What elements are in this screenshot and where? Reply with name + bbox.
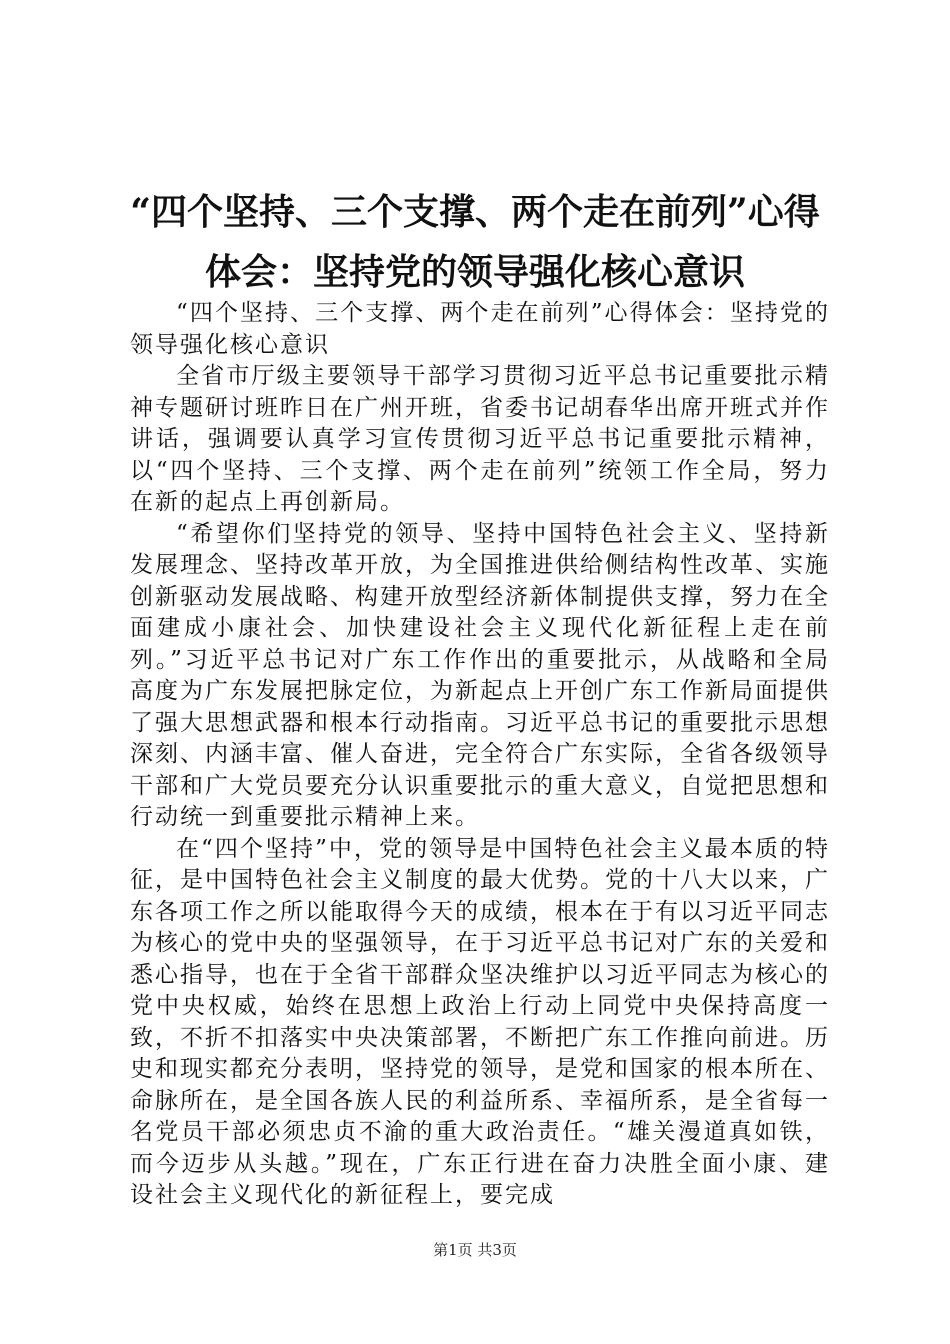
title-line-2: 体会：坚持党的领导强化核心意识 (204, 251, 745, 293)
title-line-1: “四个坚持、三个支撑、两个走在前列”心得 (130, 191, 820, 233)
paragraph-subtitle: “四个坚持、三个支撑、两个走在前列”心得体会：坚持党的领导强化核心意识 (130, 300, 830, 358)
document-body (130, 298, 830, 1212)
page-footer: 第1页 共3页 (433, 1241, 517, 1259)
paragraph-3: 在“四个坚持”中，党的领导是中国特色社会主义最本质的特征，是中国特色社会主义制度的最大优势。党的十八大以来，广东各项工作之所以能取得今天的成绩，根本在于有以习近平同志为核心的党中央的坚强领导，在于习近平总书记对广东的关爱和悉心指导，也在于全省干部群众坚决维护以习近平同志为核心的党中央权威，始终在思想上政治上行动上同党中央保持高度一致，不折不扣落实中央决策部署，不断把广东工作推向前进。历史和现实都充分表明，坚持党的领导，是党和国家的根本所在、命脉所在，是全国各族人民的利益所系、幸福所系，是全省每一名党员干部必须忠贞不渝的重大政治责任。“雄关漫道真如铁，而今迈步从头越。”现在，广东正行进在奋力决胜全面小康、建设社会主义现代化的新征程上，要完成 (130, 835, 830, 1208)
paragraph-2: “希望你们坚持党的领导、坚持中国特色社会主义、坚持新发展理念、坚持改革开放，为全国推进供给侧结构性改革、实施创新驱动发展战略、构建开放型经济新体制提供支撑，努力在全面建成小康社会、加快建设社会主义现代化新征程上走在前列。”习近平总书记对广东工作作出的重要批示，从战略和全局高度为广东发展把脉定位，为新起点上开创广东工作新局面提供了强大思想武器和根本行动指南。习近平总书记的重要批示思想深刻、内涵丰富、催人奋进，完全符合广东实际，全省各级领导干部和广大党员要充分认识重要批示的重大意义，自觉把思想和行动统一到重要批示精神上来。 (130, 520, 830, 830)
paragraph-1: 全省市厅级主要领导干部学习贯彻习近平总书记重要批示精神专题研讨班昨日在广州开班，省委书记胡春华出席开班式并作讲话，强调要认真学习宣传贯彻习近平总书记重要批示精神，以“四个坚持、三个支撑、两个走在前列”统领工作全局，努力在新的起点上再创新局。 (130, 363, 830, 515)
document-title (110, 182, 840, 302)
